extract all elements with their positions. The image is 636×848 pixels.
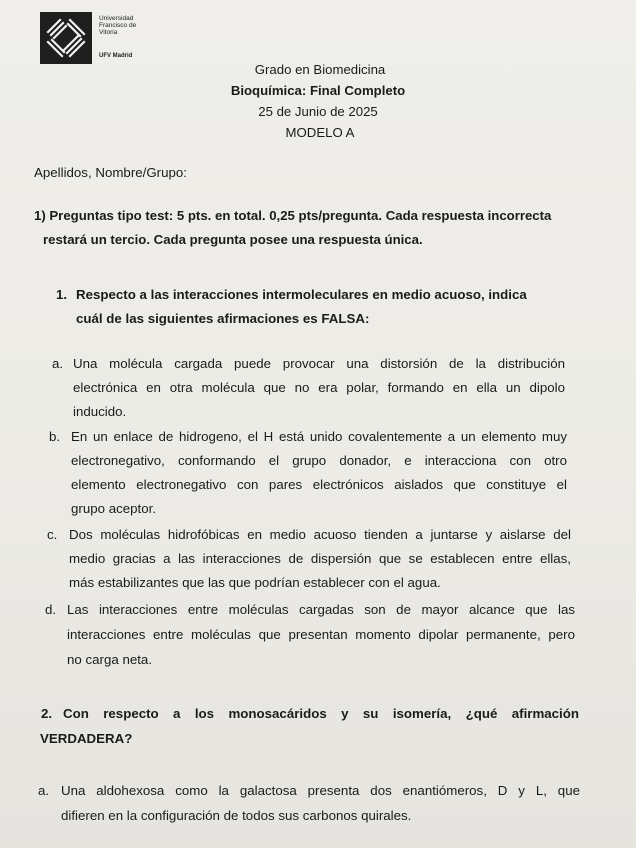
option-text-line: electronegativo, conformando el grupo donador, e interacciona con otro xyxy=(71,453,567,468)
option-text-line: más estabilizantes que las que podrían establecer con el agua. xyxy=(69,575,441,590)
option-text-line: Las interacciones entre moléculas cargadas son de mayor alcance que las xyxy=(67,602,575,617)
question-text: VERDADERA? xyxy=(40,731,133,746)
university-logo-icon xyxy=(40,12,92,64)
university-name-line: Vitoria xyxy=(99,29,118,36)
option-text-line: electrónica en otra molécula que no era polar, formando en ella un dipolo xyxy=(73,380,565,395)
option-text-line: medio gracias a las interacciones de dispersión que se establecen entre ellas, xyxy=(69,551,571,566)
option-text-line: grupo aceptor. xyxy=(71,501,157,516)
option-label: c. xyxy=(47,527,58,542)
option-text-line: Una aldohexosa como la galactosa presenta dos enantiómeros, D y L, que xyxy=(61,783,580,798)
student-name-field: Apellidos, Nombre/Grupo: xyxy=(34,165,187,180)
option-text-line: Dos moléculas hidrofóbicas en medio acuoso tienden a juntarse y aislarse del xyxy=(69,527,571,542)
exam-model: MODELO A xyxy=(285,125,355,140)
university-campus: UFV Madrid xyxy=(99,53,133,59)
option-label: a. xyxy=(38,783,50,798)
question-text: cuál de las siguientes afirmaciones es FALSA: xyxy=(76,311,370,326)
section-instructions-line: 1) Preguntas tipo test: 5 pts. en total. 0,25 pts/pregunta. Cada respuesta incorrecta xyxy=(34,208,552,223)
university-name-line: Universidad xyxy=(99,15,134,22)
option-label: b. xyxy=(49,429,61,444)
option-text-line: no carga neta. xyxy=(67,652,153,667)
degree-title: Grado en Biomedicina xyxy=(254,62,386,77)
option-text-line: Una molécula cargada puede provocar una distorsión de la distribución xyxy=(73,356,565,371)
option-label: d. xyxy=(45,602,57,617)
question-number: 2. xyxy=(41,706,53,721)
option-text-line: difieren en la configuración de todos sus carbonos quirales. xyxy=(61,808,412,823)
section-instructions-line: restará un tercio. Cada pregunta posee una respuesta única. xyxy=(43,232,423,247)
question-text: Respecto a las interacciones intermoleculares en medio acuoso, indica xyxy=(76,287,527,302)
university-name xyxy=(99,15,159,36)
option-label: a. xyxy=(52,356,64,371)
option-text-line: En un enlace de hidrogeno, el H está unido covalentemente a un elemento muy xyxy=(71,429,567,444)
exam-title: Bioquímica: Final Completo xyxy=(230,83,406,98)
option-text-line: inducido. xyxy=(73,404,127,419)
option-text-line: elemento electronegativo con pares electrónicos aislados que constituye el xyxy=(71,477,567,492)
question-number: 1. xyxy=(56,287,68,302)
university-name-line: Francisco de xyxy=(99,22,137,29)
exam-date: 25 de Junio de 2025 xyxy=(258,104,378,119)
option-text-line: interacciones entre moléculas que presentan momento dipolar permanente, pero xyxy=(67,627,575,642)
question-text: Con respecto a los monosacáridos y su isomería, ¿qué afirmación xyxy=(63,706,579,721)
